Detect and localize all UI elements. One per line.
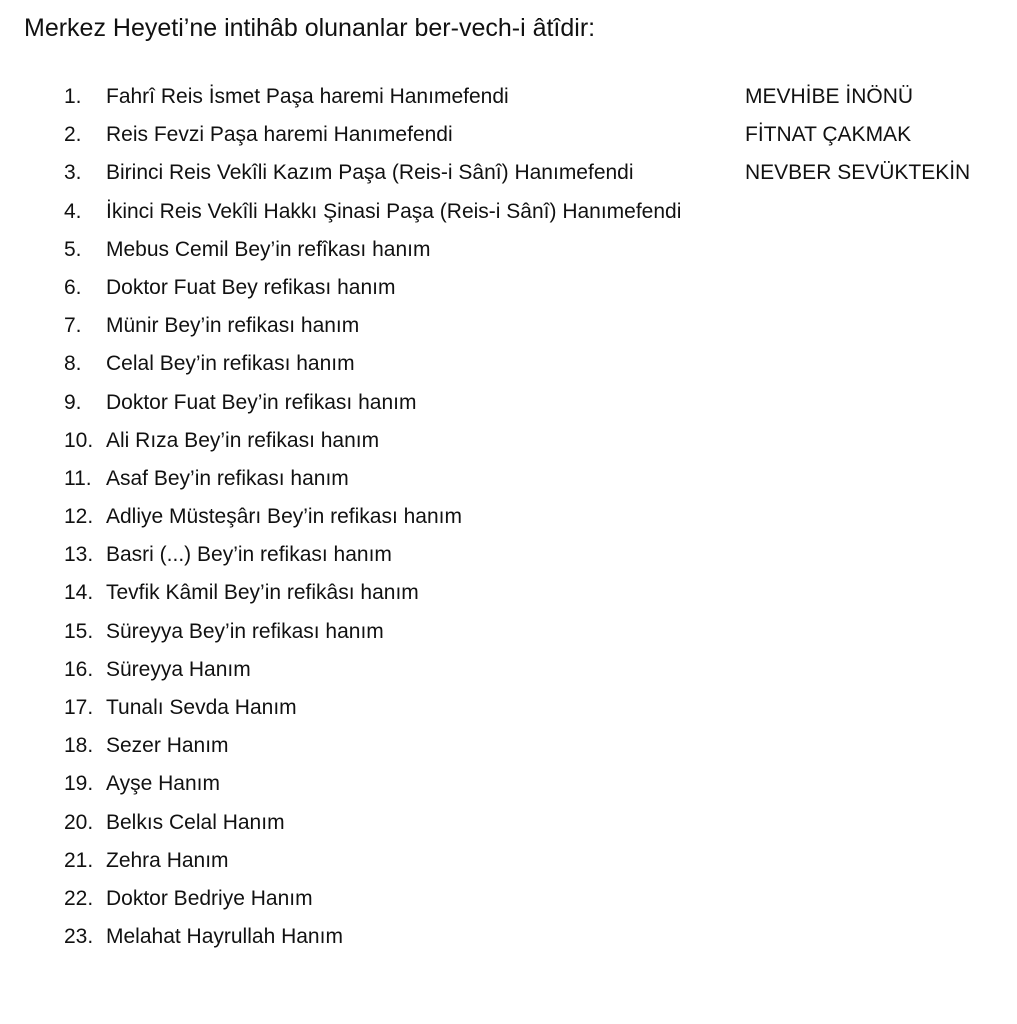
item-text: Melahat Hayrullah Hanım bbox=[106, 925, 343, 949]
item-name: NEVBER SEVÜKTEKİN bbox=[745, 161, 971, 185]
item-number: 22. bbox=[64, 886, 94, 910]
item-number: 14. bbox=[64, 581, 94, 605]
item-text: Süreyya Hanım bbox=[106, 657, 251, 681]
item-text: Celal Bey’in refikası hanım bbox=[106, 352, 355, 376]
item-text: Zehra Hanım bbox=[106, 848, 229, 872]
item-text: Asaf Bey’in refikası hanım bbox=[106, 466, 349, 490]
item-text: Doktor Fuat Bey’in refikası hanım bbox=[106, 390, 417, 414]
item-text: Basri (...) Bey’in refikası hanım bbox=[106, 543, 392, 567]
item-number: 1. bbox=[64, 85, 82, 108]
item-number: 15. bbox=[64, 619, 94, 643]
item-number: 19. bbox=[64, 772, 94, 796]
item-text: Reis Fevzi Paşa haremi Hanımefendi bbox=[106, 123, 453, 147]
item-number: 20. bbox=[64, 810, 94, 834]
item-text: Birinci Reis Vekîli Kazım Paşa (Reis-i Sânî) Hanımefendi bbox=[106, 161, 634, 185]
item-number: 13. bbox=[64, 543, 94, 567]
item-number: 6. bbox=[64, 275, 82, 299]
item-number: 4. bbox=[64, 199, 82, 223]
item-number: 10. bbox=[64, 428, 94, 452]
item-text: İkinci Reis Vekîli Hakkı Şinasi Paşa (Reis-i Sânî) Hanımefendi bbox=[106, 199, 682, 223]
item-number: 12. bbox=[64, 505, 94, 529]
item-number: 23. bbox=[64, 925, 94, 949]
item-text: Süreyya Bey’in refikası hanım bbox=[106, 619, 384, 643]
item-text: Mebus Cemil Bey’in refîkası hanım bbox=[106, 237, 431, 261]
item-number: 21. bbox=[64, 848, 94, 872]
item-number: 9. bbox=[64, 390, 82, 414]
item-number: 16. bbox=[64, 657, 94, 681]
item-number: 17. bbox=[64, 696, 94, 719]
item-number: 18. bbox=[64, 734, 94, 758]
item-number: 3. bbox=[64, 161, 82, 185]
item-name: MEVHİBE İNÖNÜ bbox=[745, 85, 914, 108]
item-text: Münir Bey’in refikası hanım bbox=[106, 314, 360, 338]
item-number: 2. bbox=[64, 123, 82, 147]
item-text: Sezer Hanım bbox=[106, 734, 229, 758]
item-text: Belkıs Celal Hanım bbox=[106, 810, 285, 834]
item-name: FİTNAT ÇAKMAK bbox=[745, 123, 912, 147]
item-number: 8. bbox=[64, 352, 82, 376]
item-text: Doktor Bedriye Hanım bbox=[106, 886, 313, 910]
item-text: Fahrî Reis İsmet Paşa haremi Hanımefendi bbox=[106, 85, 509, 108]
document-title: Merkez Heyeti’ne intihâb olunanlar ber-vech-i âtîdir: bbox=[24, 14, 596, 42]
item-text: Doktor Fuat Bey refikası hanım bbox=[106, 275, 396, 299]
item-text: Ali Rıza Bey’in refikası hanım bbox=[106, 428, 380, 452]
item-text: Adliye Müsteşârı Bey’in refikası hanım bbox=[106, 505, 462, 529]
item-number: 7. bbox=[64, 314, 82, 338]
item-text: Tunalı Sevda Hanım bbox=[106, 696, 297, 719]
item-number: 5. bbox=[64, 237, 82, 261]
item-text: Ayşe Hanım bbox=[106, 772, 220, 796]
item-text: Tevfik Kâmil Bey’in refikâsı hanım bbox=[106, 581, 419, 605]
item-number: 11. bbox=[64, 466, 92, 490]
